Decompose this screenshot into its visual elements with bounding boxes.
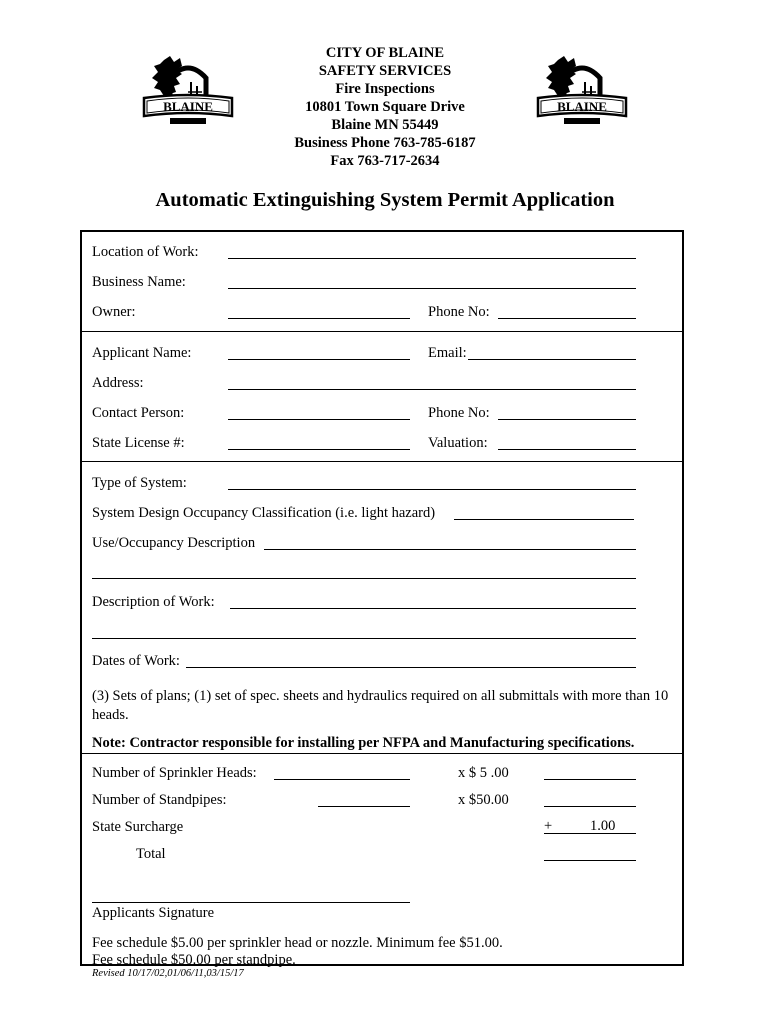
- description-of-work-label: Description of Work:: [92, 594, 215, 610]
- standpipes-label: Number of Standpipes:: [92, 792, 227, 808]
- state-license-field[interactable]: [228, 449, 410, 450]
- description-of-work-field[interactable]: [230, 608, 636, 609]
- total-amount-field[interactable]: [544, 860, 636, 861]
- form-box: [80, 230, 684, 966]
- fee-schedule-standpipe: Fee schedule $50.00 per standpipe.: [92, 952, 296, 968]
- blaine-logo-left: [140, 52, 236, 130]
- contact-person-label: Contact Person:: [92, 405, 185, 421]
- city-state-zip: Blaine MN 55449: [331, 117, 439, 133]
- plans-requirement-text: (3) Sets of plans; (1) set of spec. sheets and hydraulics required on all submittals with more than 10 heads.: [92, 688, 669, 723]
- business-name-field[interactable]: [228, 288, 636, 289]
- standpipes-field[interactable]: [318, 806, 410, 807]
- svg-text:BLAINE: BLAINE: [163, 99, 213, 114]
- section-divider: [82, 753, 682, 754]
- contact-phone-label: Phone No:: [428, 405, 490, 421]
- description-of-work-field-line2[interactable]: [92, 638, 636, 639]
- type-of-system-field[interactable]: [228, 489, 636, 490]
- design-classification-field[interactable]: [454, 519, 634, 520]
- total-label: Total: [136, 846, 166, 862]
- contact-phone-field[interactable]: [498, 419, 636, 420]
- section-divider: [82, 331, 682, 332]
- applicant-name-field[interactable]: [228, 359, 410, 360]
- business-phone: Business Phone 763-785-6187: [294, 135, 476, 151]
- standpipes-rate: x $50.00: [458, 792, 509, 808]
- sprinkler-heads-rate: x $ 5 .00: [458, 765, 509, 781]
- owner-phone-label: Phone No:: [428, 304, 490, 320]
- signature-line[interactable]: [92, 902, 410, 903]
- blaine-logo-right: [534, 52, 630, 130]
- valuation-field[interactable]: [498, 449, 636, 450]
- business-name-label: Business Name:: [92, 274, 186, 290]
- valuation-label: Valuation:: [428, 435, 488, 451]
- use-occupancy-field[interactable]: [264, 549, 636, 550]
- location-label: Location of Work:: [92, 244, 199, 260]
- form-title: Automatic Extinguishing System Permit Application: [155, 189, 615, 211]
- surcharge-plus-sign: +: [544, 818, 553, 834]
- design-classification-label: System Design Occupancy Classification (i.e. light hazard): [92, 505, 436, 521]
- revision-note: Revised 10/17/02,01/06/11,03/15/17: [92, 968, 244, 979]
- fax-number: Fax 763-717-2634: [330, 153, 440, 169]
- contact-person-field[interactable]: [228, 419, 410, 420]
- surcharge-value: 1.00: [590, 818, 616, 834]
- fee-schedule-heads: Fee schedule $5.00 per sprinkler head or nozzle. Minimum fee $51.00.: [92, 935, 503, 951]
- address-field[interactable]: [228, 389, 636, 390]
- department: SAFETY SERVICES: [318, 63, 452, 79]
- contractor-note: Note: Contractor responsible for installing per NFPA and Manufacturing specifications.: [92, 735, 635, 751]
- street-address: 10801 Town Square Drive: [305, 99, 465, 115]
- type-of-system-label: Type of System:: [92, 475, 187, 491]
- city-name: CITY OF BLAINE: [325, 45, 445, 61]
- sprinkler-heads-label: Number of Sprinkler Heads:: [92, 765, 257, 781]
- applicant-name-label: Applicant Name:: [92, 345, 192, 361]
- location-field[interactable]: [228, 258, 636, 259]
- sprinkler-heads-field[interactable]: [274, 779, 410, 780]
- section-divider: [82, 461, 682, 462]
- use-occupancy-label: Use/Occupancy Description: [92, 535, 256, 551]
- state-surcharge-amount: [544, 819, 636, 834]
- owner-label: Owner:: [92, 304, 136, 320]
- owner-phone-field[interactable]: [498, 318, 636, 319]
- use-occupancy-field-line2[interactable]: [92, 578, 636, 579]
- svg-text:BLAINE: BLAINE: [557, 99, 607, 114]
- dates-of-work-field[interactable]: [186, 667, 636, 668]
- standpipes-amount-field[interactable]: [544, 806, 636, 807]
- address-label: Address:: [92, 375, 144, 391]
- dates-of-work-label: Dates of Work:: [92, 653, 180, 669]
- sprinkler-heads-amount-field[interactable]: [544, 779, 636, 780]
- email-field[interactable]: [468, 359, 636, 360]
- owner-field[interactable]: [228, 318, 410, 319]
- signature-label: Applicants Signature: [92, 905, 215, 921]
- division: Fire Inspections: [335, 81, 435, 97]
- state-license-label: State License #:: [92, 435, 185, 451]
- email-label: Email:: [428, 345, 467, 361]
- state-surcharge-label: State Surcharge: [92, 819, 184, 835]
- letterhead: [0, 44, 770, 170]
